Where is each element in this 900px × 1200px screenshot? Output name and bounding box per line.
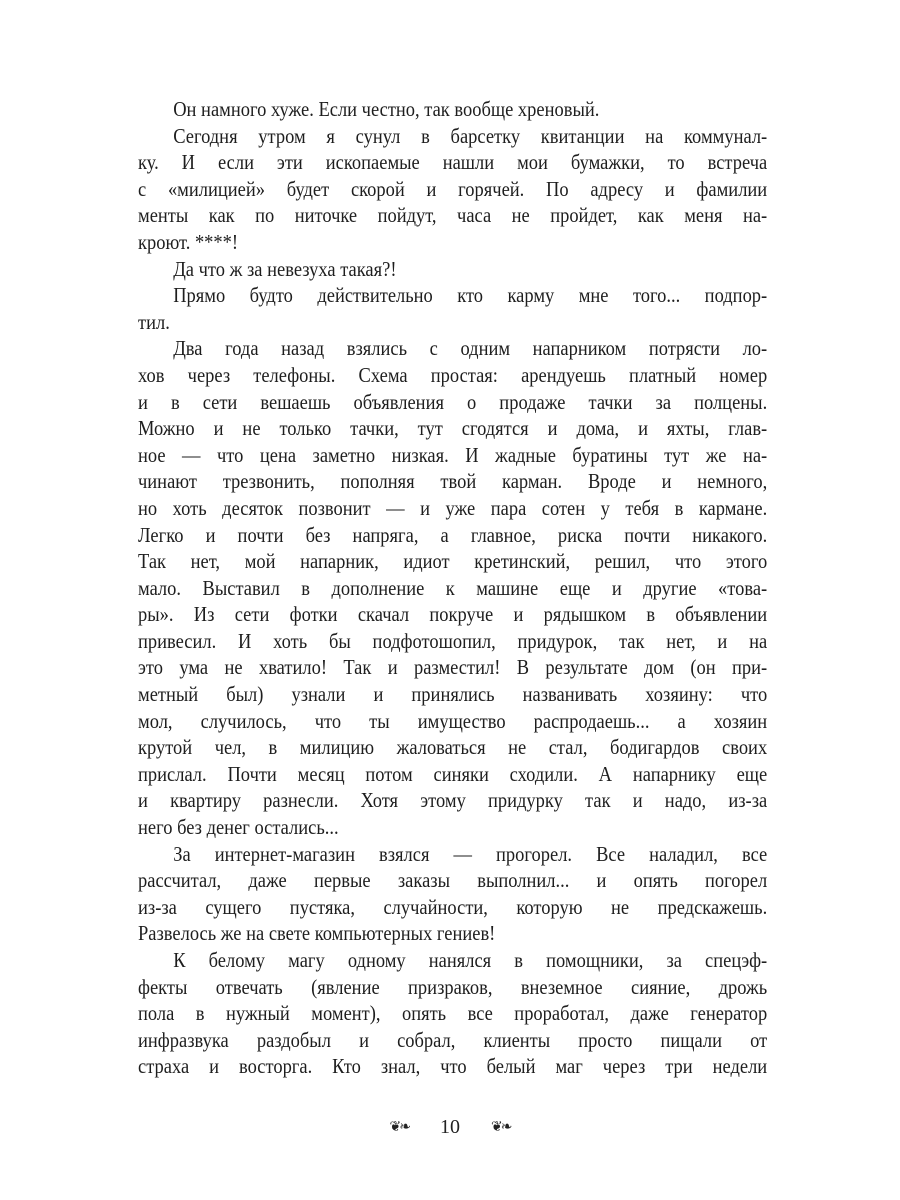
- text-line-content: Да что ж за невезуха такая?!: [173, 256, 397, 281]
- text-line: [138, 468, 768, 495]
- text-line-content: и в сети вешаешь объявления о продаже тачки за полцены.: [138, 389, 768, 414]
- text-line: [138, 1053, 768, 1080]
- text-line-content: это ума не хватило! Так и разместил! В результате дом (он при-: [138, 655, 768, 680]
- text-line-content: Можно и не только тачки, тут сгодятся и дома, и яхты, глав-: [138, 416, 768, 441]
- text-line: [138, 814, 768, 841]
- text-line: [138, 628, 768, 655]
- text-line: [138, 389, 768, 416]
- text-line: [138, 575, 768, 602]
- text-line-content: из-за сущего пустяка, случайности, которую не предскажешь.: [138, 894, 768, 919]
- text-line: [138, 229, 768, 256]
- text-line: [138, 867, 768, 894]
- text-line-content: Он намного хуже. Если честно, так вообще хреновый.: [173, 97, 600, 121]
- text-line: [138, 681, 768, 708]
- text-line-content: За интернет-магазин взялся — прогорел. Все наладил, все: [173, 841, 768, 866]
- text-line: [138, 708, 768, 735]
- text-line: [138, 335, 768, 362]
- text-line-content: Так нет, мой напарник, идиот кретинский, решил, что этого: [138, 549, 768, 574]
- text-line-content: ку. И если эти ископаемые нашли мои бумажки, то встреча: [138, 150, 768, 175]
- text-line-content: фекты отвечать (явление призраков, внеземное сияние, дрожь: [138, 974, 768, 999]
- text-line-content: мало. Выставил в дополнение к машине еще и другие «това-: [138, 575, 768, 600]
- text-line-content: К белому магу одному нанялся в помощники, за спецэф-: [173, 948, 768, 972]
- text-line: [138, 256, 768, 283]
- text-line: [138, 362, 768, 389]
- text-line-content: кроют. ****!: [138, 229, 239, 254]
- text-line-content: Легко и почти без напряга, а главное, риска почти никакого.: [138, 522, 768, 547]
- text-line: [138, 947, 768, 974]
- text-line: [138, 282, 768, 309]
- text-line-content: мол, случилось, что ты имущество распродаешь... а хозяин: [138, 708, 768, 733]
- text-line-content: Прямо будто действительно кто карму мне того... подпор-: [173, 283, 768, 308]
- text-line: [138, 548, 768, 575]
- page-number: 10: [440, 1116, 460, 1138]
- text-line-content: и квартиру разнесли. Хотя этому придурку так и надо, из-за: [138, 788, 768, 813]
- ornament-left-icon: ❦❧: [389, 1120, 409, 1136]
- text-line: [138, 1000, 768, 1027]
- text-line-content: Два года назад взялись с одним напарником потрясти ло-: [173, 336, 768, 361]
- text-line: [138, 442, 768, 469]
- text-line-content: ное — что цена заметно низкая. И жадные буратины тут же на-: [138, 442, 768, 467]
- text-line-content: привесил. И хоть бы подфотошопил, придурок, так нет, и на: [138, 628, 768, 653]
- text-line-content: Сегодня утром я сунул в барсетку квитанции на коммунал-: [173, 123, 768, 148]
- text-line: [138, 920, 768, 947]
- text-line-content: но хоть десяток позвонит — и уже пара сотен у тебя в кармане.: [138, 495, 768, 520]
- text-line: [138, 123, 768, 150]
- text-line: [138, 202, 768, 229]
- text-line: [138, 309, 768, 336]
- text-line-content: страха и восторга. Кто знал, что белый маг через три недели: [138, 1054, 768, 1079]
- text-line-content: тил.: [138, 309, 170, 334]
- text-line: [138, 654, 768, 681]
- text-line: [138, 96, 768, 123]
- text-line-content: с «милицией» будет скорой и горячей. По адресу и фамилии: [138, 176, 768, 201]
- text-line-content: него без денег остались...: [138, 815, 339, 840]
- text-line-content: инфразвука раздобыл и собрал, клиенты просто пищали от: [138, 1027, 768, 1052]
- text-line: [138, 415, 768, 442]
- text-line-content: пола в нужный момент), опять все проработал, даже генератор: [138, 1001, 768, 1026]
- text-line-content: ры». Из сети фотки скачал покруче и рядышком в объявлении: [138, 602, 768, 627]
- text-line-content: крутой чел, в милицию жаловаться не стал, бодигардов своих: [138, 735, 768, 760]
- text-line-content: рассчитал, даже первые заказы выполнил... и опять погорел: [138, 868, 768, 893]
- page-footer: [0, 1112, 900, 1142]
- text-line-content: Развелось же на свете компьютерных гениев!: [138, 921, 496, 946]
- text-line: [138, 841, 768, 868]
- text-line-content: менты как по ниточке пойдут, часа не пройдет, как меня на-: [138, 203, 768, 228]
- text-line: [138, 149, 768, 176]
- text-line: [138, 1027, 768, 1054]
- text-line: [138, 761, 768, 788]
- text-line: [138, 974, 768, 1001]
- text-line: [138, 734, 768, 761]
- text-line: [138, 176, 768, 203]
- text-line: [138, 495, 768, 522]
- text-line: [138, 601, 768, 628]
- text-line-content: хов через телефоны. Схема простая: арендуешь платный номер: [138, 362, 768, 387]
- text-line: [138, 787, 768, 814]
- text-line-content: чинают трезвонить, пополняя твой карман. Вроде и немного,: [138, 469, 768, 494]
- text-line: [138, 894, 768, 921]
- ornament-right-icon: ❦❧: [491, 1120, 511, 1136]
- text-line-content: метный был) узнали и принялись названивать хозяину: что: [138, 682, 768, 707]
- text-line: [138, 522, 768, 549]
- text-line-content: прислал. Почти месяц потом синяки сходили. А напарнику еще: [138, 761, 768, 786]
- page-body: [138, 96, 768, 1080]
